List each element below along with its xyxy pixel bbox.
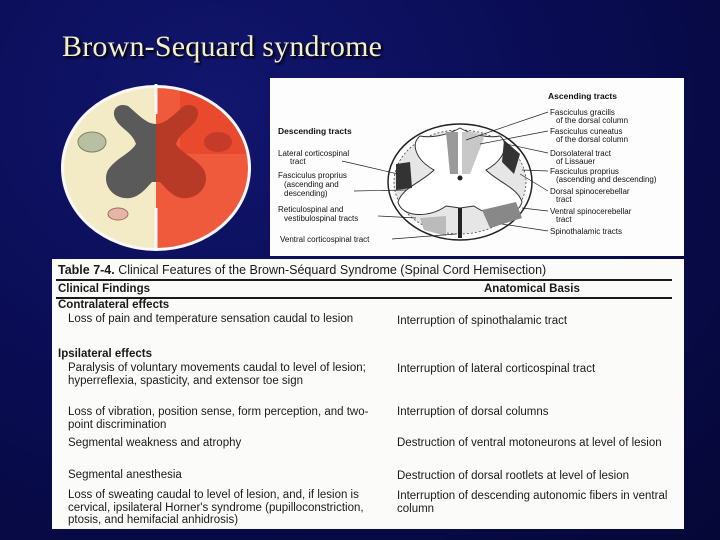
header-clinical-findings: Clinical Findings <box>58 283 151 295</box>
label-dorsal-spinocerebellar: Dorsal spinocerebellar <box>550 187 630 196</box>
label-fasciculus-gracilis-2: of the dorsal column <box>556 116 629 125</box>
row-4-finding: Segmental weakness and atrophy <box>68 437 242 449</box>
row-5-finding: Segmental anesthesia <box>68 469 182 481</box>
table-caption: Clinical Features of the Brown-Séquard Syndrome (Spinal Cord Hemisection) <box>118 263 547 277</box>
row-2-finding: Paralysis of voluntary movements caudal to level of lesion; hyperreflexia, spasticity, and extensor toe sign <box>68 362 366 387</box>
row-3-basis: Interruption of dorsal columns <box>397 406 549 418</box>
label-lateral-corticospinal-2: tract <box>290 157 306 166</box>
label-fasciculus-cuneatus: Fasciculus cuneatus <box>550 127 623 136</box>
label-reticulospinal-2: vestibulospinal tracts <box>284 214 359 223</box>
table-title <box>58 263 546 277</box>
clinical-features-table <box>52 259 684 529</box>
section-contralateral: Contralateral effects <box>58 299 170 311</box>
label-fasciculus-proprius-left: Fasciculus proprius <box>278 171 347 180</box>
row-4-basis: Destruction of ventral motoneurons at level of lesion <box>397 437 662 449</box>
label-dorsolateral-tract: Dorsolateral tract <box>550 149 611 158</box>
section-ipsilateral: Ipsilateral effects <box>58 348 152 360</box>
row-5-basis: Destruction of dorsal rootlets at level of lesion <box>397 470 630 482</box>
row-3-finding: Loss of vibration, position sense, form perception, and two-point discrimination <box>68 406 369 431</box>
label-fasciculus-gracilis: Fasciculus gracilis <box>550 108 615 117</box>
table-number: Table 7-4. <box>58 263 115 277</box>
spinal-cord-hemisection-image <box>58 84 254 252</box>
header-anatomical-basis: Anatomical Basis <box>484 283 580 295</box>
ascending-tracts-header: Ascending tracts <box>548 91 617 101</box>
label-ventral-corticospinal: Ventral corticospinal tract <box>280 235 370 244</box>
label-fasciculus-cuneatus-2: of the dorsal column <box>556 135 629 144</box>
label-dorsal-spinocerebellar-2: tract <box>556 195 572 204</box>
label-ventral-spinocerebellar-2: tract <box>556 215 572 224</box>
label-lateral-corticospinal: Lateral corticospinal <box>278 149 350 158</box>
label-fasciculus-proprius-left-2: (ascending and <box>284 180 339 189</box>
table-rule-top <box>56 279 672 281</box>
row-1-finding: Loss of pain and temperature sensation caudal to lesion <box>68 313 354 325</box>
label-spinothalamic: Spinothalamic tracts <box>550 227 623 236</box>
label-ventral-spinocerebellar: Ventral spinocerebellar <box>550 207 632 216</box>
cord-cross-section-drawing <box>388 124 532 240</box>
row-1-basis: Interruption of spinothalamic tract <box>397 315 568 327</box>
label-fasciculus-proprius-left-3: descending) <box>284 189 328 198</box>
label-reticulospinal: Reticulospinal and <box>278 205 344 214</box>
descending-tracts-header: Descending tracts <box>278 126 352 136</box>
label-dorsolateral-tract-2: of Lissauer <box>556 157 596 166</box>
row-2-basis: Interruption of lateral corticospinal tract <box>397 363 596 375</box>
label-fasciculus-proprius-right: Fasciculus proprius <box>550 167 619 176</box>
slide-title: Brown-Sequard syndrome <box>62 30 383 63</box>
row-6-finding: Loss of sweating caudal to level of lesion, and, if lesion is cervical, ipsilateral Horner's syndrome (pupilloconstriction, ptosis, and hemifacial anhidrosis) <box>68 489 364 526</box>
row-6-basis: Interruption of descending autonomic fibers in ventral column <box>397 490 668 515</box>
spinal-tracts-diagram <box>270 78 684 256</box>
label-fasciculus-proprius-right-2: (ascending and descending) <box>556 175 657 184</box>
